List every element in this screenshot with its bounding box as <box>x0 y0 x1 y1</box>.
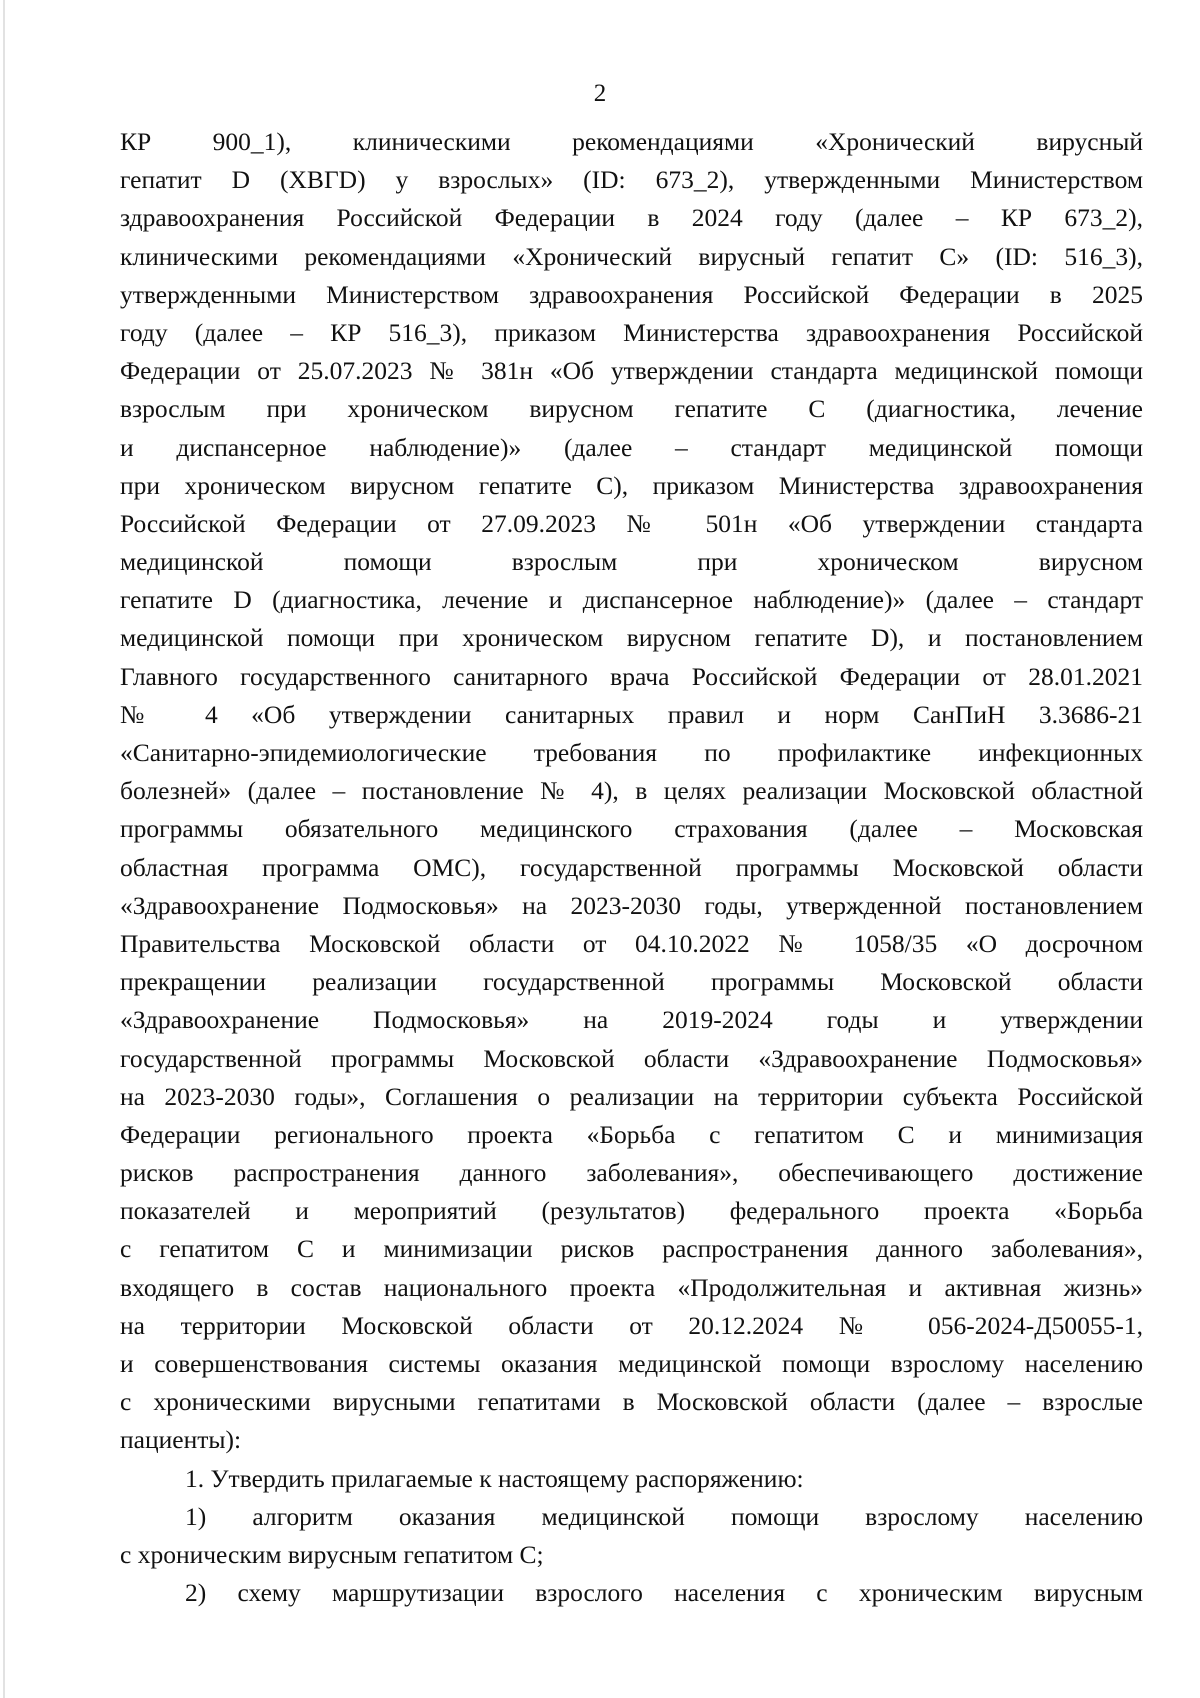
text-line: Правительства Московской области от 04.10.2022 № 1058/35 «О досрочном <box>120 928 1143 958</box>
document-body <box>120 123 1143 1612</box>
text-line: входящего в состав национального проекта «Продолжительная и активная жизнь» <box>120 1272 1143 1302</box>
text-line: Главного государственного санитарного врача Российской Федерации от 28.01.2021 <box>120 661 1143 691</box>
text-line: Российской Федерации от 27.09.2023 № 501н «Об утверждении стандарта <box>120 508 1143 538</box>
text-line: «Санитарно-эпидемиологические требования по профилактике инфекционных <box>120 738 1143 767</box>
text-line: пациенты): <box>120 1425 242 1455</box>
text-line: болезней» (далее – постановление № 4), в целях реализации Московской областной <box>120 776 1143 806</box>
text-line: с хроническим вирусным гепатитом С; <box>120 1539 544 1569</box>
text-line: здравоохранения Российской Федерации в 2024 году (далее – КР 673_2), <box>120 203 1143 233</box>
text-line: и диспансерное наблюдение)» (далее – стандарт медицинской помощи <box>120 432 1143 462</box>
text-line: гепатите D (диагностика, лечение и диспансерное наблюдение)» (далее – стандарт <box>120 585 1143 615</box>
text-line: программы обязательного медицинского страхования (далее – Московская <box>120 814 1143 844</box>
text-line: клиническими рекомендациями «Хронический вирусный гепатит С» (ID: 516_3), <box>120 241 1143 271</box>
text-line: 1. Утвердить прилагаемые к настоящему распоряжению: <box>185 1463 804 1493</box>
text-line: взрослым при хроническом вирусном гепатите С (диагностика, лечение <box>120 394 1143 424</box>
text-line: № 4 «Об утверждении санитарных правил и норм СанПиН 3.3686-21 <box>120 699 1143 729</box>
text-line: показателей и мероприятий (результатов) федерального проекта «Борьба <box>120 1196 1143 1226</box>
page-number: 2 <box>593 80 607 107</box>
text-line: на территории Московской области от 20.12.2024 № 056-2024-Д50055-1, <box>120 1310 1143 1340</box>
text-line: КР 900_1), клиническими рекомендациями «Хронический вирусный <box>120 127 1143 156</box>
text-line: 1) алгоритм оказания медицинской помощи взрослому населению <box>185 1501 1143 1531</box>
text-line: рисков распространения данного заболевания», обеспечивающего достижение <box>120 1158 1143 1188</box>
text-line: с гепатитом С и минимизации рисков распространения данного заболевания», <box>120 1234 1143 1264</box>
text-line: и совершенствования системы оказания медицинской помощи взрослому населению <box>120 1349 1143 1378</box>
text-line: медицинской помощи при хроническом вирусном гепатите D), и постановлением <box>120 623 1143 653</box>
text-line: медицинской помощи взрослым при хроническом вирусном <box>120 547 1143 577</box>
text-line: Федерации регионального проекта «Борьба с гепатитом С и минимизация <box>120 1119 1143 1149</box>
text-line: государственной программы Московской области «Здравоохранение Подмосковья» <box>120 1043 1143 1073</box>
text-line: на 2023-2030 годы», Соглашения о реализации на территории субъекта Российской <box>120 1081 1143 1111</box>
text-line: «Здравоохранение Подмосковья» на 2023-2030 годы, утвержденной постановлением <box>120 890 1143 920</box>
text-line: прекращении реализации государственной программы Московской области <box>120 967 1143 997</box>
text-line: гепатит D (ХВГD) у взрослых» (ID: 673_2), утвержденными Министерством <box>120 165 1143 195</box>
text-line: с хроническими вирусными гепатитами в Московской области (далее – взрослые <box>120 1387 1143 1417</box>
text-line: областная программа ОМС), государственной программы Московской области <box>120 852 1143 882</box>
text-line: «Здравоохранение Подмосковья» на 2019-2024 годы и утверждении <box>120 1005 1143 1035</box>
text-line: 2) схему маршрутизации взрослого населения с хроническим вирусным <box>185 1578 1143 1608</box>
text-line: году (далее – КР 516_3), приказом Министерства здравоохранения Российской <box>120 317 1143 347</box>
page-edge <box>3 0 5 1698</box>
text-line: Федерации от 25.07.2023 № 381н «Об утверждении стандарта медицинской помощи <box>120 356 1143 386</box>
text-line: утвержденными Министерством здравоохранения Российской Федерации в 2025 <box>120 279 1143 309</box>
text-line: при хроническом вирусном гепатите С), приказом Министерства здравоохранения <box>120 470 1143 500</box>
